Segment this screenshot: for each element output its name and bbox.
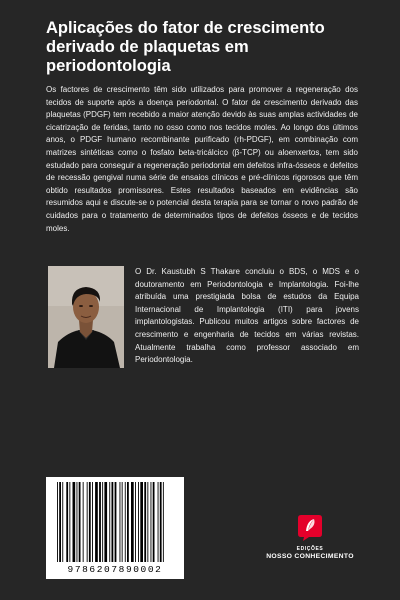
barcode-bar xyxy=(158,482,159,562)
author-portrait-image xyxy=(48,266,124,368)
barcode-bar xyxy=(102,482,103,562)
publisher-name-line2: NOSSO CONHECIMENTO xyxy=(266,553,354,560)
publisher-logo-icon xyxy=(297,514,323,542)
publisher-name-line1: EDIÇÕES xyxy=(296,546,324,552)
barcode-bar xyxy=(104,482,107,562)
barcode-bar xyxy=(125,482,126,562)
publisher-block xyxy=(258,514,362,560)
isbn-number: 9786207890002 xyxy=(67,564,163,575)
barcode-bar xyxy=(160,482,162,562)
isbn-barcode xyxy=(46,477,184,579)
book-title: Aplicações do fator de crescimento derivado de plaquetas em periodontologia xyxy=(46,19,325,75)
barcode-bar xyxy=(99,482,101,562)
barcode-bar xyxy=(151,482,152,562)
barcode-bar xyxy=(131,482,134,562)
barcode-bar xyxy=(144,482,146,562)
barcode-bar xyxy=(112,482,114,562)
barcode-bar xyxy=(140,482,143,562)
barcode-bar xyxy=(69,482,70,562)
barcode-bar xyxy=(73,482,76,562)
barcode-bar xyxy=(59,482,61,562)
barcode-bar xyxy=(109,482,110,562)
barcode-bars xyxy=(55,482,175,562)
barcode-bar xyxy=(127,482,129,562)
barcode-bar xyxy=(66,482,68,562)
barcode-bar xyxy=(57,482,58,562)
barcode-bar xyxy=(122,482,123,562)
barcode-bar xyxy=(79,482,81,562)
barcode-bar xyxy=(92,482,93,562)
barcode-bar xyxy=(120,482,121,562)
barcode-bar xyxy=(77,482,78,562)
barcode-bar xyxy=(62,482,63,562)
barcode-bar xyxy=(89,482,91,562)
barcode-bar xyxy=(115,482,117,562)
barcode-bar xyxy=(135,482,136,562)
barcode-bar xyxy=(83,482,84,562)
author-biography: O Dr. Kaustubh S Thakare concluiu o BDS, o MDS e o doutoramento em Periodontologia e Implantologia. Foi-lhe atribuída uma prestigiada bolsa de estudos da Equipa Internacional de Implantologia (ITI) para jovens implantologistas. Publicou muitos artigos sobre factores de crescimento e engenharia de tecidos em várias revistas. Atualmente trabalha como professor associado em Periodontologia. xyxy=(135,267,359,365)
barcode-bar xyxy=(87,482,88,562)
author-photo xyxy=(48,266,124,368)
barcode-bar xyxy=(163,482,164,562)
barcode-bar xyxy=(153,482,155,562)
book-abstract: Os factores de crescimento têm sido utilizados para promover a regeneração dos tecidos de suporte após a doença periodontal. O fator de crescimento derivado das plaquetas (PDGF) tem recebido a maior atenção devido às suas amplas actividades de cicatrização de feridas, tanto no osso como nos tecidos moles. Ao longo dos últimos anos, o PDGF humano recombinante purificado (rh-PDGF), em combinação com matrizes sintéticas como o fosfato beta-tricálcico (β-TCP) ou aloenxertos, tem sido estudado para conseguir a regeneração periodontal em defeitos infra-ósseos e defeitos de recessão gengival numa série de ensaios clínicos e pré-clínicos rigorosos que têm obtido resultados promissores. Estes resultados baseados em evidências são resumidos aqui e discute-se o potencial desta terapia para se tornar o novo padrão de cuidados para o tratamento de determinados tipos de defeitos ósseos e de tecidos moles. xyxy=(46,85,358,233)
barcode-bar xyxy=(95,482,98,562)
barcode-bar xyxy=(147,482,148,562)
barcode-bar xyxy=(138,482,139,562)
